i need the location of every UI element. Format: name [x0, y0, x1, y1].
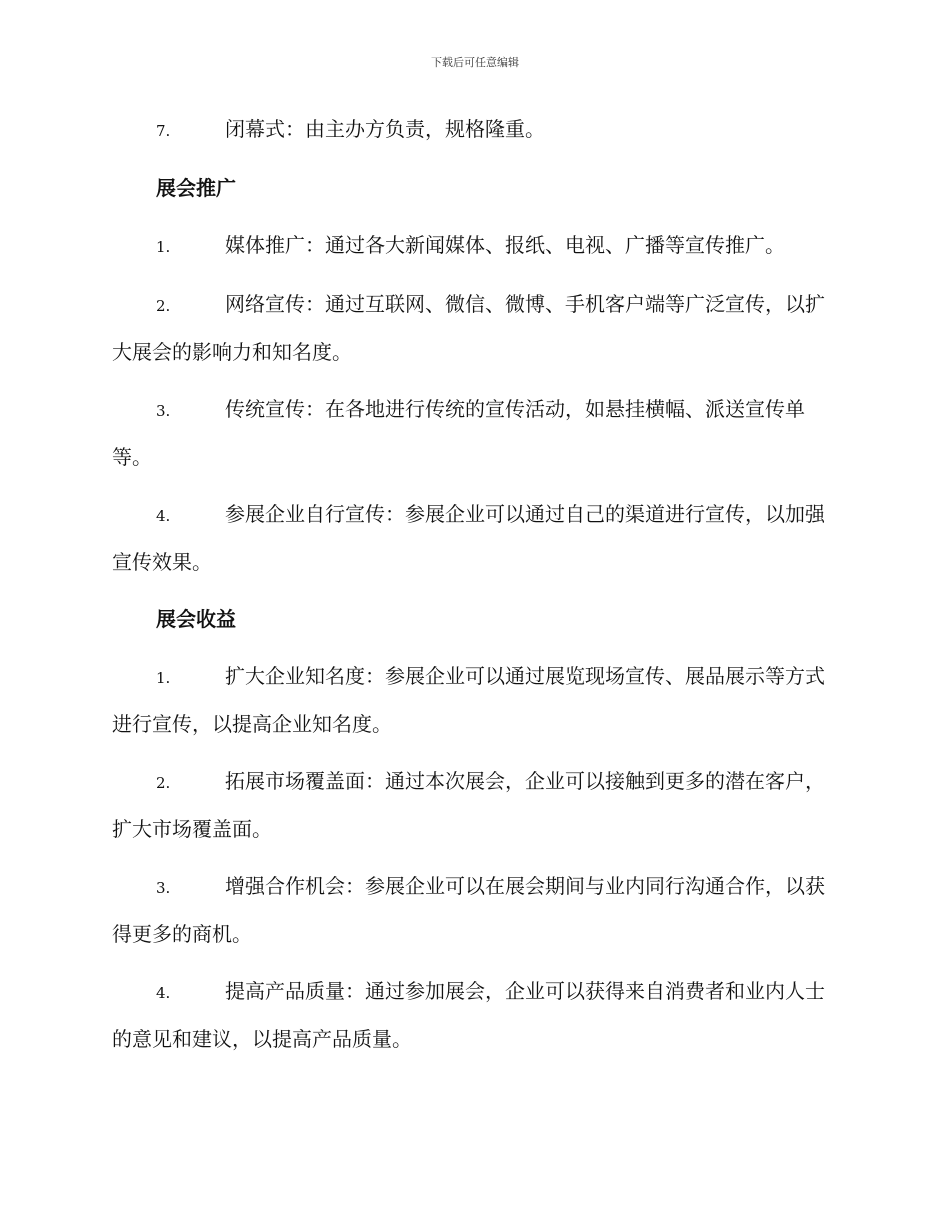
item-number: 4. [156, 507, 171, 525]
item-text: 增强合作机会：参展企业可以在展会期间与业内同行沟通合作，以获得更多的商机。 [112, 874, 825, 946]
page-header: 下载后可任意编辑 [431, 56, 519, 69]
item-number: 1. [156, 238, 171, 256]
list-item [112, 491, 837, 585]
item-text: 参展企业自行宣传：参展企业可以通过自己的渠道进行宣传，以加强宣传效果。 [112, 502, 825, 574]
item-number: 7. [156, 122, 171, 140]
item-number: 3. [156, 402, 171, 420]
item-number: 4. [156, 984, 171, 1002]
item-text: 提高产品质量：通过参加展会，企业可以获得来自消费者和业内人士的意见和建议，以提高产品质量。 [112, 979, 825, 1051]
item-text: 网络宣传：通过互联网、微信、微博、手机客户端等广泛宣传，以扩大展会的影响力和知名度。 [112, 292, 825, 364]
item-number: 3. [156, 879, 171, 897]
item-number: 2. [156, 774, 171, 792]
list-item [112, 386, 837, 480]
item-number: 1. [156, 669, 171, 687]
list-item [112, 653, 837, 747]
item-text: 传统宣传：在各地进行传统的宣传活动，如悬挂横幅、派送宣传单等。 [112, 397, 805, 469]
list-item [112, 758, 837, 852]
list-item [112, 863, 837, 957]
list-item [112, 222, 837, 270]
document-body [112, 106, 837, 1073]
item-number: 2. [156, 297, 171, 315]
list-item [112, 106, 837, 154]
section-heading-promotion: 展会推广 [156, 176, 236, 200]
item-text: 扩大企业知名度：参展企业可以通过展览现场宣传、展品展示等方式进行宣传，以提高企业知名度。 [112, 664, 825, 736]
section-heading-benefits: 展会收益 [156, 607, 236, 631]
list-item [112, 968, 837, 1062]
item-text: 闭幕式：由主办方负责，规格隆重。 [225, 117, 545, 141]
item-text: 媒体推广：通过各大新闻媒体、报纸、电视、广播等宣传推广。 [225, 233, 785, 257]
list-item [112, 281, 837, 375]
item-text: 拓展市场覆盖面：通过本次展会，企业可以接触到更多的潜在客户，扩大市场覆盖面。 [112, 769, 825, 841]
